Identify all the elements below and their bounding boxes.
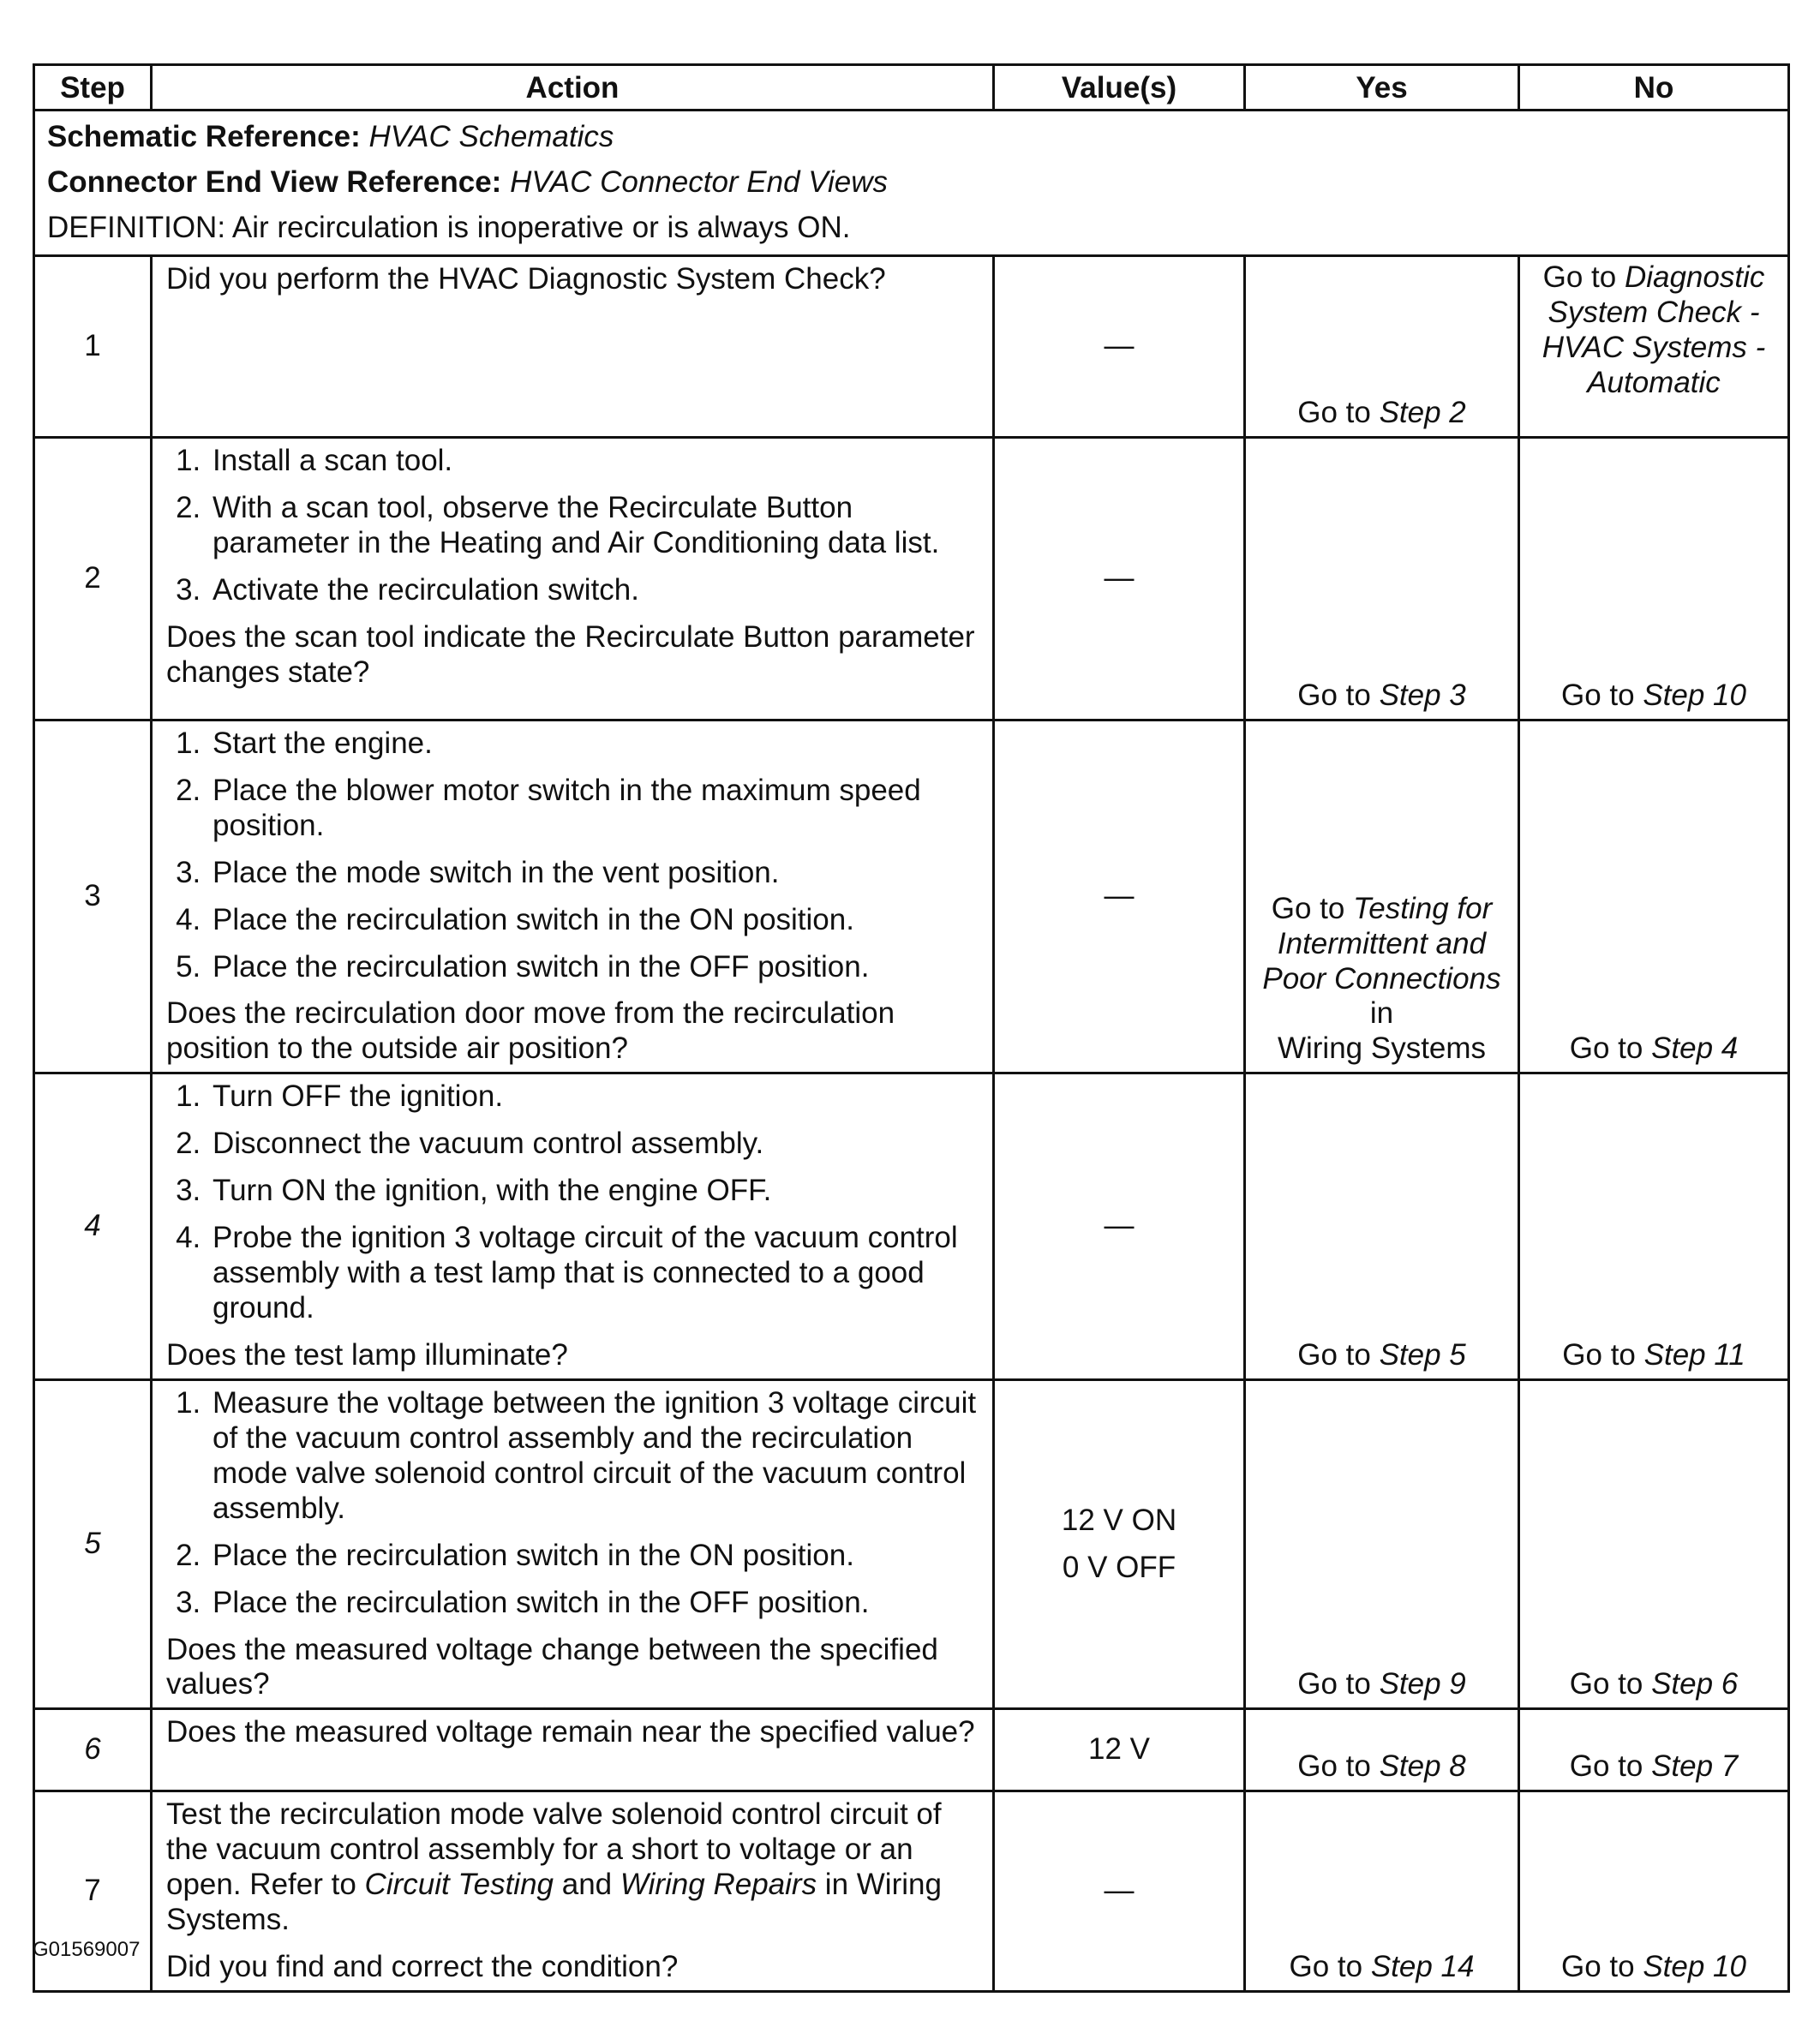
- value-cell: —: [994, 437, 1245, 720]
- header-no: No: [1519, 65, 1789, 111]
- table-row-step-7: [34, 1791, 1789, 1992]
- value-cell: —: [994, 255, 1245, 437]
- action-item: 2. With a scan tool, observe the Recirculate Button parameter in the Heating and Air Conditioning data list.: [209, 491, 985, 561]
- no-link[interactable]: Step 6: [1651, 1667, 1739, 1701]
- table-row-step-2: [34, 437, 1789, 720]
- action-text-part: Test the recirculation mode valve solenoid control circuit of the vacuum control assembly for a short to voltage or an open. Refer to: [166, 1797, 942, 1902]
- action-cell: [152, 1791, 994, 1992]
- yes-prefix: Go to: [1297, 395, 1380, 429]
- no-link[interactable]: Step 7: [1651, 1749, 1739, 1784]
- action-cell: [152, 255, 994, 437]
- no-prefix: Go to: [1569, 1031, 1652, 1066]
- action-item: 1. Start the engine.: [209, 726, 985, 762]
- no-cell: [1519, 1073, 1789, 1380]
- yes-cell: [1245, 1791, 1519, 1992]
- yes-cell: [1245, 1073, 1519, 1380]
- action-item: 2. Disconnect the vacuum control assembly.: [209, 1127, 985, 1162]
- no-link[interactable]: Step 10: [1643, 1950, 1746, 1984]
- action-text: [166, 1797, 985, 1938]
- no-prefix: Go to: [1542, 260, 1625, 294]
- step-number: 7: [34, 1791, 152, 1992]
- value-on: 12 V ON: [1061, 1503, 1177, 1537]
- yes-link[interactable]: Step 9: [1379, 1667, 1466, 1701]
- definition-text: DEFINITION: Air recirculation is inoperative or is always ON.: [47, 210, 851, 244]
- action-list: [166, 444, 985, 608]
- step-question: Did you find and correct the condition?: [166, 1950, 679, 1984]
- no-prefix: Go to: [1561, 1950, 1643, 1984]
- yes-link[interactable]: Step 14: [1370, 1950, 1475, 1984]
- yes-cell: [1245, 255, 1519, 437]
- yes-prefix: Go to: [1271, 891, 1354, 925]
- step-number: 3: [34, 720, 152, 1073]
- yes-link[interactable]: Step 2: [1379, 395, 1466, 429]
- diagnostic-table: [33, 63, 1790, 1993]
- table-row-step-3: [34, 720, 1789, 1073]
- action-list: [166, 1386, 985, 1621]
- action-list: [166, 1079, 985, 1326]
- action-item: 1. Measure the voltage between the ignition 3 voltage circuit of the vacuum control assembly and the recirculation mode valve solenoid control circuit of the vacuum control assembly.: [209, 1386, 985, 1527]
- action-item: 2. Place the blower motor switch in the maximum speed position.: [209, 774, 985, 844]
- yes-cell: [1245, 1379, 1519, 1709]
- step-question: Does the measured voltage change between the specified values?: [166, 1632, 938, 1701]
- action-text-part: in Wiring Systems.: [166, 1868, 942, 1937]
- no-cell: [1519, 1709, 1789, 1791]
- step-question: Does the recirculation door move from the recirculation position to the outside air position?: [166, 996, 895, 1066]
- action-item: 4. Place the recirculation switch in the ON position.: [209, 903, 985, 938]
- value-cell: —: [994, 1073, 1245, 1380]
- header-yes: Yes: [1245, 65, 1519, 111]
- yes-prefix: Go to: [1289, 1950, 1371, 1984]
- action-cell: [152, 1379, 994, 1709]
- table-row-step-1: [34, 255, 1789, 437]
- step-question: Does the measured voltage remain near the specified value?: [166, 1715, 975, 1749]
- action-cell: [152, 437, 994, 720]
- yes-prefix: Go to: [1297, 1667, 1380, 1701]
- action-cell: [152, 720, 994, 1073]
- header-values: Value(s): [994, 65, 1245, 111]
- no-prefix: Go to: [1562, 1337, 1644, 1372]
- table-row-step-4: [34, 1073, 1789, 1380]
- table-row-step-5: [34, 1379, 1789, 1709]
- value-cell: —: [994, 1791, 1245, 1992]
- yes-cell: [1245, 1709, 1519, 1791]
- step-number: 6: [34, 1709, 152, 1791]
- header-action: Action: [152, 65, 994, 111]
- yes-link[interactable]: Step 3: [1379, 678, 1466, 712]
- step-number: 1: [34, 255, 152, 437]
- reference-row: [34, 111, 1789, 256]
- yes-prefix: Go to: [1297, 1749, 1380, 1784]
- no-link[interactable]: Step 11: [1643, 1337, 1745, 1372]
- action-item: 4. Probe the ignition 3 voltage circuit of the vacuum control assembly with a test lamp that is connected to a good ground.: [209, 1221, 985, 1326]
- no-prefix: Go to: [1561, 678, 1643, 712]
- no-prefix: Go to: [1569, 1667, 1652, 1701]
- step-question: Does the test lamp illuminate?: [166, 1337, 568, 1372]
- yes-link[interactable]: Testing for Intermittent and Poor Connections: [1262, 891, 1501, 996]
- no-cell: [1519, 437, 1789, 720]
- no-cell: [1519, 1791, 1789, 1992]
- step-number: 5: [34, 1379, 152, 1709]
- action-item: 2. Place the recirculation switch in the ON position.: [209, 1539, 985, 1574]
- no-link[interactable]: Step 4: [1651, 1031, 1739, 1066]
- connector-reference-link[interactable]: HVAC Connector End Views: [510, 164, 889, 199]
- action-item: 3. Turn ON the ignition, with the engine OFF.: [209, 1174, 985, 1209]
- yes-link[interactable]: Step 8: [1379, 1749, 1466, 1784]
- table-row-step-6: [34, 1709, 1789, 1791]
- action-list: [166, 726, 985, 985]
- action-item: 1. Install a scan tool.: [209, 444, 985, 479]
- action-item: 3. Activate the recirculation switch.: [209, 573, 985, 608]
- action-item: 3. Place the mode switch in the vent position.: [209, 856, 985, 891]
- action-item: 3. Place the recirculation switch in the OFF position.: [209, 1586, 985, 1621]
- value-cell: 12 V: [994, 1709, 1245, 1791]
- header-step: Step: [34, 65, 152, 111]
- no-prefix: Go to: [1569, 1749, 1652, 1784]
- connector-reference-label: Connector End View Reference:: [47, 164, 502, 199]
- schematic-reference-link[interactable]: HVAC Schematics: [368, 120, 614, 153]
- schematic-reference-label: Schematic Reference:: [47, 120, 361, 153]
- no-cell: [1519, 720, 1789, 1073]
- header-row: [34, 65, 1789, 111]
- step-question: Did you perform the HVAC Diagnostic System Check?: [166, 261, 886, 296]
- action-cell: [152, 1709, 994, 1791]
- yes-cell: [1245, 720, 1519, 1073]
- circuit-testing-link[interactable]: Circuit Testing: [364, 1868, 554, 1902]
- action-cell: [152, 1073, 994, 1380]
- step-number: 2: [34, 437, 152, 720]
- value-cell: [994, 1379, 1245, 1709]
- reference-cell: [34, 111, 1789, 256]
- step-question: Does the scan tool indicate the Recirculate Button parameter changes state?: [166, 619, 975, 689]
- no-cell: [1519, 255, 1789, 437]
- yes-prefix: Go to: [1297, 678, 1380, 712]
- no-cell: [1519, 1379, 1789, 1709]
- action-item: 1. Turn OFF the ignition.: [209, 1079, 985, 1115]
- value-cell: —: [994, 720, 1245, 1073]
- figure-id: G01569007: [33, 1938, 141, 1961]
- yes-prefix: Go to: [1297, 1337, 1380, 1372]
- yes-suffix: Wiring Systems: [1277, 1031, 1487, 1066]
- value-off: 0 V OFF: [1062, 1550, 1176, 1584]
- action-item: 5. Place the recirculation switch in the OFF position.: [209, 950, 985, 985]
- action-text-part: and: [554, 1868, 620, 1902]
- no-link[interactable]: Step 10: [1643, 678, 1746, 712]
- connector-reference: [47, 165, 1775, 200]
- yes-cell: [1245, 437, 1519, 720]
- yes-link[interactable]: Step 5: [1379, 1337, 1466, 1372]
- step-number: 4: [34, 1073, 152, 1380]
- schematic-reference: [47, 120, 1775, 155]
- wiring-repairs-link[interactable]: Wiring Repairs: [620, 1868, 817, 1902]
- yes-suffix: in: [1369, 996, 1394, 1031]
- no-link[interactable]: Diagnostic System Check - HVAC Systems - Automatic: [1542, 260, 1766, 399]
